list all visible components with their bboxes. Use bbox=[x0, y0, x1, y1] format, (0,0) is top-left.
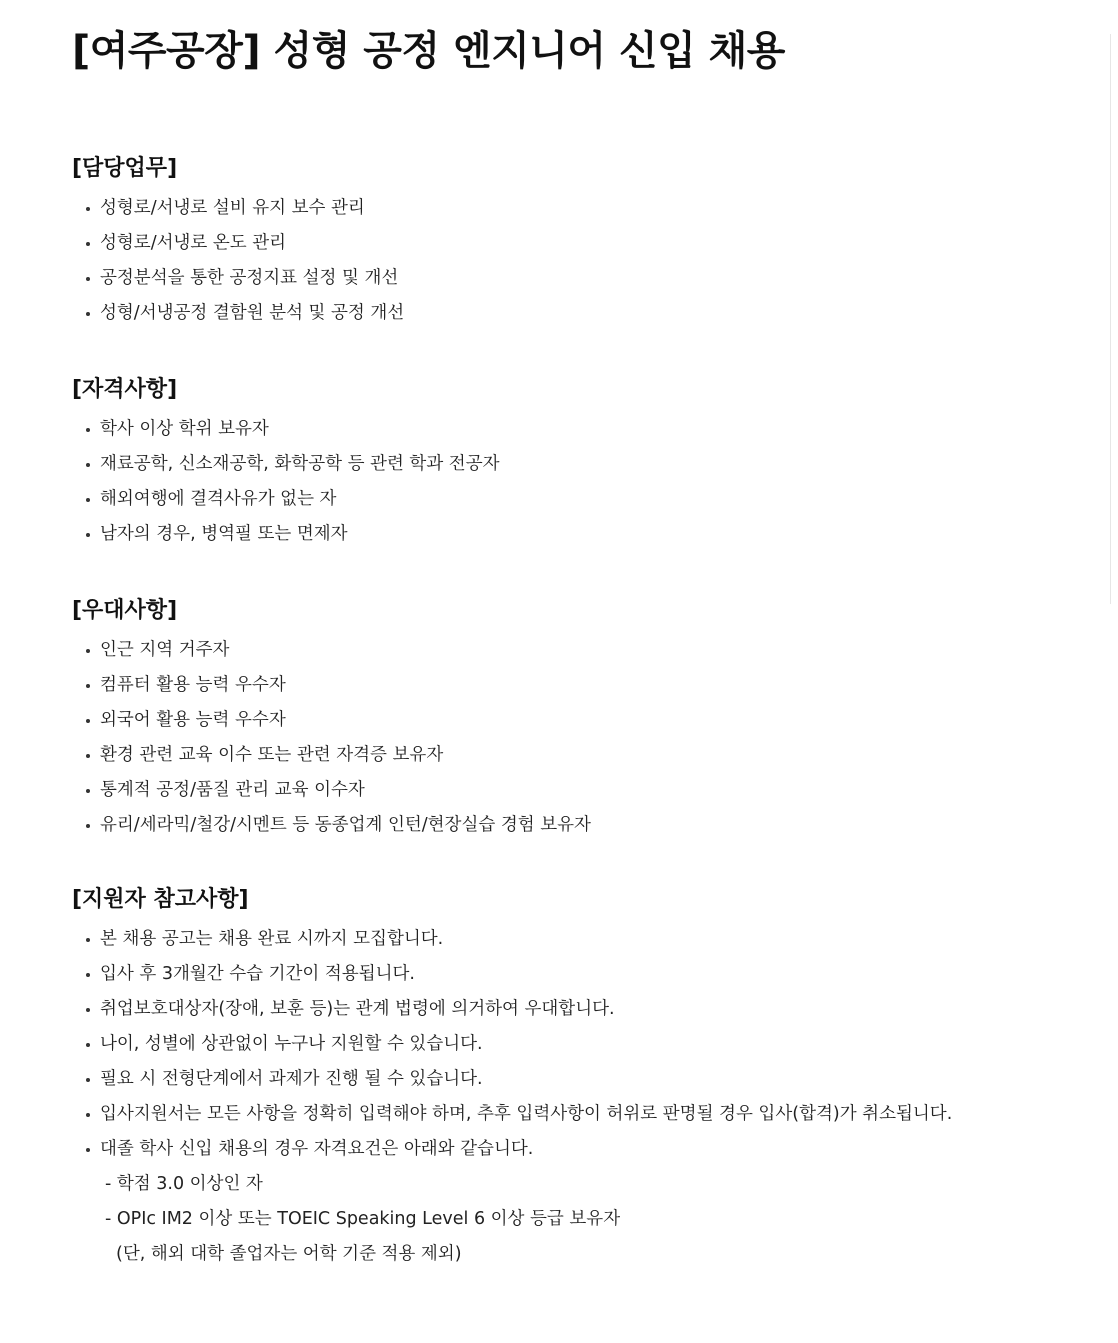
list-item-text: 성형로/서냉로 온도 관리 bbox=[100, 233, 287, 253]
list-item bbox=[72, 1062, 1082, 1097]
bullet-icon bbox=[86, 719, 90, 723]
bullet-icon bbox=[86, 789, 90, 793]
list-item-text: 환경 관련 교육 이수 또는 관련 자격증 보유자 bbox=[100, 745, 444, 765]
bullet-icon bbox=[86, 242, 90, 246]
list-item-text: 컴퓨터 활용 능력 우수자 bbox=[100, 675, 286, 695]
bullet-icon bbox=[86, 754, 90, 758]
duties-list bbox=[72, 191, 1082, 331]
page-title: [여주공장] 성형 공정 엔지니어 신입 채용 bbox=[72, 28, 785, 74]
list-item-text: 입사지원서는 모든 사항을 정확히 입력해야 하며, 추후 입력사항이 허위로 판명될 경우 입사(합격)가 취소됩니다. bbox=[100, 1104, 953, 1124]
list-item bbox=[72, 1132, 1082, 1167]
bullet-icon bbox=[86, 312, 90, 316]
list-item bbox=[72, 703, 1082, 738]
list-item-text: 재료공학, 신소재공학, 화학공학 등 관련 학과 전공자 bbox=[100, 454, 500, 474]
bullet-icon bbox=[86, 973, 90, 977]
bullet-icon bbox=[86, 1113, 90, 1117]
bullet-icon bbox=[86, 1043, 90, 1047]
list-item-text: 성형/서냉공정 결함원 분석 및 공정 개선 bbox=[100, 303, 405, 323]
qualifications-list bbox=[72, 412, 1082, 552]
list-item bbox=[72, 633, 1082, 668]
section-preferred bbox=[72, 596, 1082, 843]
section-heading-preferred: [우대사항] bbox=[72, 598, 178, 623]
list-item bbox=[72, 261, 1082, 296]
bullet-icon bbox=[86, 277, 90, 281]
list-item bbox=[72, 808, 1082, 843]
bullet-icon bbox=[86, 824, 90, 828]
sub-item-gpa: - 학점 3.0 이상인 자 bbox=[105, 1174, 263, 1194]
list-item-text: 학사 이상 학위 보유자 bbox=[100, 419, 269, 439]
list-item bbox=[72, 412, 1082, 447]
list-item-text: 해외여행에 결격사유가 없는 자 bbox=[100, 489, 337, 509]
bullet-icon bbox=[86, 1148, 90, 1152]
section-heading-qualifications: [자격사항] bbox=[72, 377, 178, 402]
bullet-icon bbox=[86, 498, 90, 502]
bullet-icon bbox=[86, 938, 90, 942]
list-item bbox=[72, 922, 1082, 957]
list-item bbox=[72, 992, 1082, 1027]
list-item-text: 필요 시 전형단계에서 과제가 진행 될 수 있습니다. bbox=[100, 1069, 483, 1089]
job-posting bbox=[72, 22, 1082, 1272]
list-item bbox=[72, 738, 1082, 773]
section-heading-duties: [담당업무] bbox=[72, 156, 178, 181]
list-item-text: 취업보호대상자(장애, 보훈 등)는 관계 법령에 의거하여 우대합니다. bbox=[100, 999, 615, 1019]
list-item bbox=[72, 668, 1082, 703]
list-item bbox=[72, 957, 1082, 992]
list-item bbox=[72, 191, 1082, 226]
list-item-text: 대졸 학사 신입 채용의 경우 자격요건은 아래와 같습니다. bbox=[100, 1139, 534, 1159]
list-item bbox=[72, 447, 1082, 482]
list-item-text: 나이, 성별에 상관없이 누구나 지원할 수 있습니다. bbox=[100, 1034, 483, 1054]
bullet-icon bbox=[86, 684, 90, 688]
sub-item-language: - OPIc IM2 이상 또는 TOEIC Speaking Level 6 이상 등급 보유자 bbox=[105, 1209, 621, 1229]
list-item bbox=[72, 226, 1082, 261]
list-item bbox=[72, 1097, 1082, 1132]
list-item-text: 외국어 활용 능력 우수자 bbox=[100, 710, 286, 730]
list-item-text: 공정분석을 통한 공정지표 설정 및 개선 bbox=[100, 268, 399, 288]
bullet-icon bbox=[86, 1078, 90, 1082]
list-item-text: 성형로/서냉로 설비 유지 보수 관리 bbox=[100, 198, 365, 218]
sub-item-note: (단, 해외 대학 졸업자는 어학 기준 적용 제외) bbox=[116, 1244, 462, 1264]
list-item-text: 유리/세라믹/철강/시멘트 등 동종업계 인턴/현장실습 경험 보유자 bbox=[100, 815, 591, 835]
bullet-icon bbox=[86, 428, 90, 432]
list-item bbox=[72, 482, 1082, 517]
applicant-notes-list bbox=[72, 922, 1082, 1167]
list-item-text: 입사 후 3개월간 수습 기간이 적용됩니다. bbox=[100, 964, 415, 984]
list-item bbox=[72, 517, 1082, 552]
list-item bbox=[72, 296, 1082, 331]
list-item bbox=[72, 1027, 1082, 1062]
section-heading-applicant-notes: [지원자 참고사항] bbox=[72, 887, 249, 912]
list-item-text: 본 채용 공고는 채용 완료 시까지 모집합니다. bbox=[100, 929, 444, 949]
bullet-icon bbox=[86, 1008, 90, 1012]
section-applicant-notes bbox=[72, 885, 1082, 1272]
list-item-text: 남자의 경우, 병역필 또는 면제자 bbox=[100, 524, 348, 544]
list-item bbox=[72, 773, 1082, 808]
preferred-list bbox=[72, 633, 1082, 843]
list-item-text: 인근 지역 거주자 bbox=[100, 640, 230, 660]
bullet-icon bbox=[86, 207, 90, 211]
scrollbar[interactable] bbox=[1110, 34, 1118, 604]
section-qualifications bbox=[72, 375, 1082, 552]
bullet-icon bbox=[86, 649, 90, 653]
section-duties bbox=[72, 154, 1082, 331]
bullet-icon bbox=[86, 463, 90, 467]
bullet-icon bbox=[86, 533, 90, 537]
list-item-text: 통계적 공정/품질 관리 교육 이수자 bbox=[100, 780, 365, 800]
